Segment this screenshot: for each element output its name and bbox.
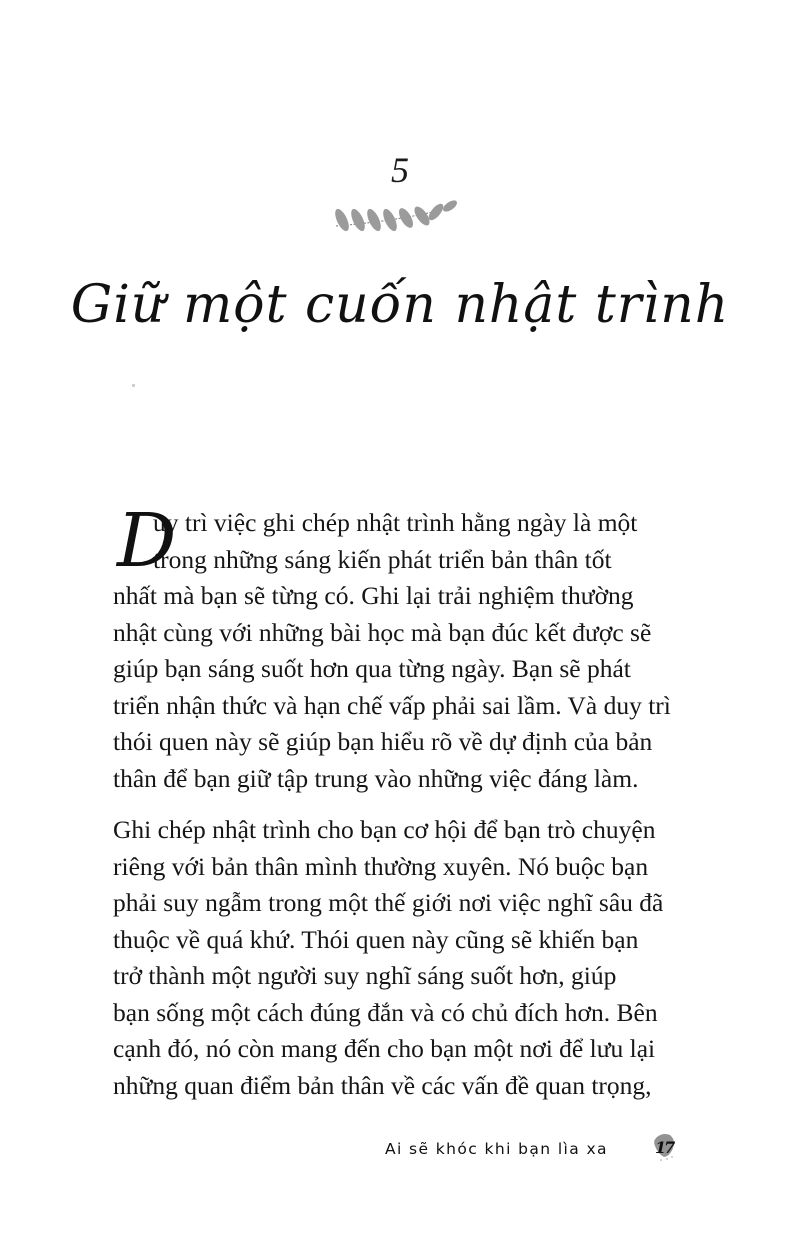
text-line: trong những sáng kiến phát triển bản thân tốt (153, 544, 612, 574)
text-line: Ghi chép nhật trình cho bạn cơ hội để bạn trò chuyện (113, 815, 656, 844)
text-line: giúp bạn sáng suốt hơn qua từng ngày. Bạn sẽ phát (113, 654, 631, 683)
text-line: nhất mà bạn sẽ từng có. Ghi lại trải nghiệm thường (113, 581, 634, 610)
text-line: uy trì việc ghi chép nhật trình hằng ngày là một (153, 508, 638, 537)
paragraph-1 (113, 505, 715, 797)
chapter-title: Giữ một cuốn nhật trình (70, 275, 730, 335)
chapter-number: 5 (391, 150, 409, 190)
drop-cap: D (117, 498, 177, 584)
text-line: thói quen này sẽ giúp bạn hiểu rõ về dự định của bản (113, 727, 653, 756)
laurel-branch-icon (328, 196, 460, 236)
text-line: triển nhận thức và hạn chế vấp phải sai lầm. Và duy trì (113, 690, 671, 720)
text-line: thuộc về quá khứ. Thói quen này cũng sẽ khiến bạn (113, 924, 639, 954)
text-line: cạnh đó, nó còn mang đến cho bạn một nơi để lưu lại (113, 1034, 656, 1063)
text-line: riêng với bản thân mình thường xuyên. Nó buộc bạn (113, 851, 649, 881)
body-text (113, 498, 715, 1104)
text-line: phải suy ngẫm trong một thế giới nơi việc nghĩ sâu đã (113, 888, 664, 917)
text-line: trở thành một người suy nghĩ sáng suốt hơn, giúp (113, 961, 617, 990)
text-line: bạn sống một cách đúng đắn và có chủ đích hơn. Bên (113, 997, 658, 1027)
text-line: những quan điểm bản thân về các vấn đề quan trọng, (113, 1070, 652, 1100)
print-speck (132, 384, 135, 387)
page-number-badge (652, 1132, 682, 1168)
paragraph-2 (113, 812, 715, 1104)
text-line: thân để bạn giữ tập trung vào những việc đáng làm. (113, 763, 639, 793)
page-number: 17 (655, 1138, 674, 1157)
page-footer (385, 1132, 685, 1172)
running-book-title: Ai sẽ khóc khi bạn lìa xa (385, 1140, 608, 1158)
text-line: nhật cùng với những bài học mà bạn đúc kết được sẽ (113, 617, 652, 647)
